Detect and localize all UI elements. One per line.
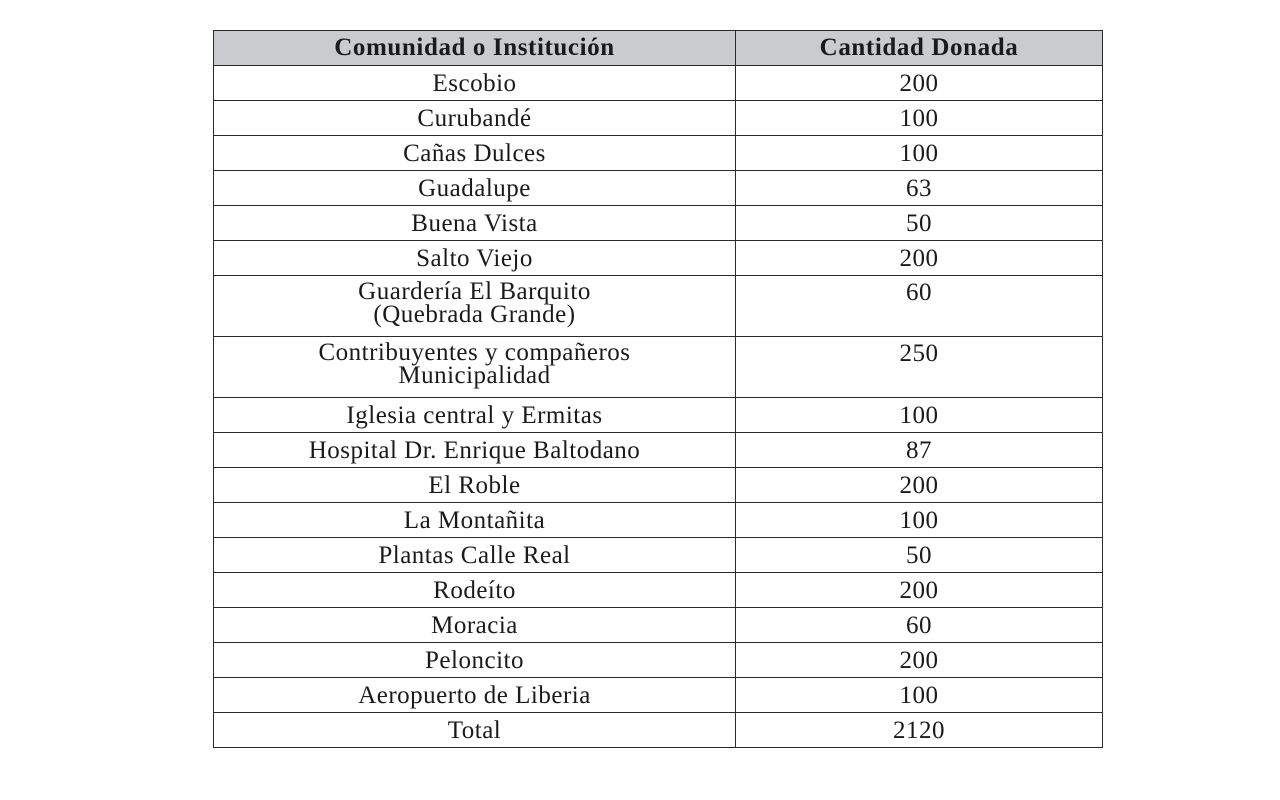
- amount-cell: 100: [736, 503, 1103, 538]
- amount-cell: 200: [736, 241, 1103, 276]
- amount-cell: 60: [736, 608, 1103, 643]
- amount-cell: 100: [736, 101, 1103, 136]
- community-cell: Cañas Dulces: [214, 136, 736, 171]
- total-label: Total: [214, 713, 736, 748]
- amount-cell: 50: [736, 538, 1103, 573]
- total-row: [214, 713, 1103, 748]
- table-row: [214, 538, 1103, 573]
- community-cell: Plantas Calle Real: [214, 538, 736, 573]
- table-row: [214, 433, 1103, 468]
- community-cell: [214, 337, 736, 398]
- table-row: [214, 171, 1103, 206]
- amount-cell: 60: [736, 276, 1103, 337]
- table-row: [214, 678, 1103, 713]
- amount-cell: 63: [736, 171, 1103, 206]
- community-cell: Escobio: [214, 66, 736, 101]
- community-cell: La Montañita: [214, 503, 736, 538]
- table-row: [214, 398, 1103, 433]
- community-cell: Rodeíto: [214, 573, 736, 608]
- header-amount: Cantidad Donada: [736, 31, 1103, 66]
- header-row: [214, 31, 1103, 66]
- donation-table: [213, 30, 1103, 748]
- amount-cell: 200: [736, 573, 1103, 608]
- community-line-2: (Quebrada Grande): [373, 301, 576, 328]
- amount-cell: 200: [736, 468, 1103, 503]
- table-row: [214, 206, 1103, 241]
- table-row: [214, 337, 1103, 398]
- table-row: [214, 608, 1103, 643]
- amount-cell: 100: [736, 678, 1103, 713]
- community-cell: Buena Vista: [214, 206, 736, 241]
- table-row: [214, 276, 1103, 337]
- community-line-2: Municipalidad: [398, 362, 551, 389]
- amount-cell: 100: [736, 398, 1103, 433]
- amount-cell: 50: [736, 206, 1103, 241]
- community-cell: Peloncito: [214, 643, 736, 678]
- amount-cell: 200: [736, 66, 1103, 101]
- table-row: [214, 241, 1103, 276]
- community-cell: El Roble: [214, 468, 736, 503]
- community-cell: Aeropuerto de Liberia: [214, 678, 736, 713]
- community-line-1: Contribuyentes y compañeros: [318, 339, 631, 366]
- header-community: Comunidad o Institución: [214, 31, 736, 66]
- community-cell: Guadalupe: [214, 171, 736, 206]
- total-amount: 2120: [736, 713, 1103, 748]
- table-row: [214, 66, 1103, 101]
- amount-cell: 100: [736, 136, 1103, 171]
- table-row: [214, 573, 1103, 608]
- community-cell: Curubandé: [214, 101, 736, 136]
- community-cell: [214, 276, 736, 337]
- amount-cell: 200: [736, 643, 1103, 678]
- table-row: [214, 503, 1103, 538]
- community-cell: Moracia: [214, 608, 736, 643]
- table-row: [214, 101, 1103, 136]
- community-line-1: Guardería El Barquito: [358, 278, 591, 305]
- table-row: [214, 643, 1103, 678]
- table-row: [214, 136, 1103, 171]
- amount-cell: 87: [736, 433, 1103, 468]
- table-row: [214, 468, 1103, 503]
- community-cell: Hospital Dr. Enrique Baltodano: [214, 433, 736, 468]
- amount-cell: 250: [736, 337, 1103, 398]
- community-cell: Iglesia central y Ermitas: [214, 398, 736, 433]
- community-cell: Salto Viejo: [214, 241, 736, 276]
